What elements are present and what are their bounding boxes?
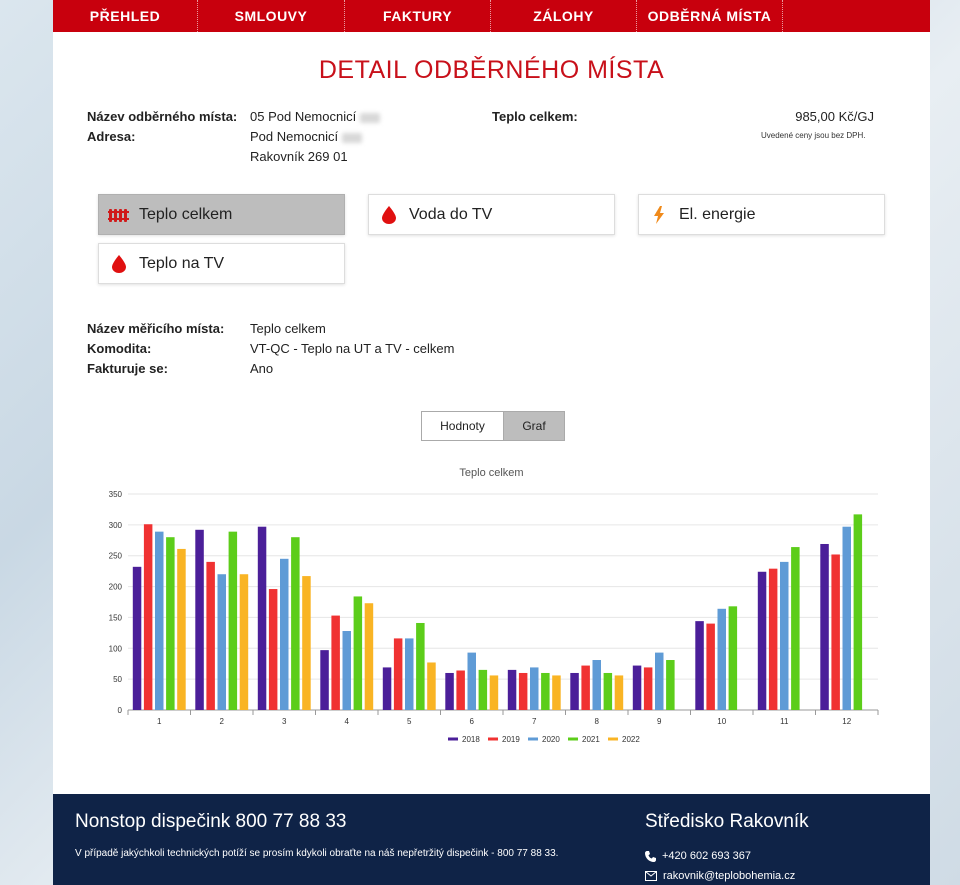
bar-2021-2 [229,532,238,710]
heat-price-label: Teplo celkem: [492,109,578,124]
bar-2021-12 [854,514,863,710]
bar-2020-11 [780,562,789,710]
x-tick-label: 6 [469,717,474,726]
bar-2019-4 [331,616,340,710]
page-title: DETAIL ODBĚRNÉHO MÍSTA [318,56,665,84]
nav-item-prehled[interactable]: PŘEHLED [53,0,198,32]
bar-2020-4 [343,631,352,710]
consumption-chart [93,480,893,755]
legend-label-2021: 2021 [582,735,600,744]
x-tick-label: 8 [594,717,599,726]
commodity-label: Teplo na TV [139,254,225,272]
x-tick-label: 2 [219,717,224,726]
bar-2019-7 [519,673,528,710]
bar-2018-7 [508,670,517,710]
legend-label-2020: 2020 [542,735,560,744]
y-tick-label: 300 [108,520,122,530]
bar-2022-6 [490,675,499,710]
y-tick-label: 150 [108,613,122,623]
page [53,0,930,885]
commodity-label: Voda do TV [409,205,493,223]
place-labels [87,107,237,147]
bar-2019-5 [394,638,403,710]
legend-label-2022: 2022 [622,735,640,744]
bar-2018-12 [820,544,829,710]
bar-2018-10 [695,621,704,710]
x-tick-label: 3 [282,717,287,726]
footer [53,794,930,885]
nav-item-faktury[interactable]: FAKTURY [345,0,491,32]
place-values [250,107,380,167]
commodity-button-teplo-na-tv[interactable] [98,243,345,284]
y-tick-label: 200 [108,582,122,592]
y-tick-label: 0 [117,706,122,715]
place-name-label: Název odběrného místa: [87,109,238,124]
bar-2021-9 [666,660,675,710]
bar-2022-7 [552,675,561,710]
bar-2020-8 [593,660,602,710]
bar-2018-2 [195,530,204,710]
bar-2019-1 [144,524,153,710]
email-value: rakovnik@teplobohemia.cz [663,870,796,882]
bar-2021-6 [479,670,488,710]
x-tick-label: 10 [717,717,727,726]
meter-name-label: Název měřicího místa: [87,321,225,336]
bar-2020-1 [155,532,164,710]
x-tick-label: 7 [532,717,537,726]
heat-price-value: 985,00 Kč/GJ [795,109,874,124]
bar-2019-11 [769,569,778,710]
x-tick-label: 5 [407,717,412,726]
legend-label-2018: 2018 [462,735,480,744]
address-line1: Pod Nemocnicí [250,129,339,144]
redacted-mark [360,113,380,123]
place-name-row [250,107,380,127]
bar-2018-8 [570,673,579,710]
chart-view-button[interactable]: Graf [504,412,564,440]
bar-2022-2 [240,574,249,710]
billed-label: Fakturuje se: [87,361,168,376]
bar-2018-9 [633,666,642,710]
nav-item-odberna-mista[interactable]: ODBĚRNÁ MÍSTA [637,0,783,32]
bar-2021-3 [291,537,300,710]
bar-2018-1 [133,567,142,710]
bar-2019-6 [456,671,465,710]
center-title: Středisko Rakovník [645,811,809,832]
bar-2020-9 [655,653,664,710]
address-line2: Rakovník 269 01 [250,149,348,164]
y-tick-label: 250 [108,551,122,561]
bar-2021-5 [416,623,425,710]
bar-2022-5 [427,662,436,710]
bar-2022-4 [365,603,374,710]
y-tick-label: 50 [113,675,122,685]
bar-2019-2 [206,562,215,710]
commodity-button-teplo-celkem[interactable] [98,194,345,235]
address-row [250,127,380,147]
bar-2020-12 [843,527,852,710]
bar-2020-2 [218,574,227,710]
x-tick-label: 1 [157,717,162,726]
price-note: Uvedené ceny jsou bez DPH. [761,131,866,140]
commodity-label: El. energie [679,205,756,223]
bar-2018-11 [758,572,767,710]
bar-2020-3 [280,559,289,710]
chart-title: Teplo celkem [459,467,524,479]
x-tick-label: 12 [842,717,852,726]
legend-label-2019: 2019 [502,735,520,744]
x-tick-label: 9 [657,717,662,726]
commodity-button-voda-do-tv[interactable] [368,194,615,235]
view-toggle [421,411,565,441]
commodity-label: Teplo celkem [139,205,233,223]
bar-2022-8 [615,675,624,710]
dispatch-title: Nonstop dispečink 800 77 88 33 [75,811,347,832]
bar-2019-8 [581,666,590,710]
place-name-value: 05 Pod Nemocnicí [250,109,357,124]
bar-2021-1 [166,537,175,710]
envelope-icon [645,871,657,881]
nav-item-zalohy[interactable]: ZÁLOHY [491,0,637,32]
commodity-button-el-energie[interactable] [638,194,885,235]
bar-2018-4 [320,650,329,710]
bar-2018-3 [258,527,267,710]
bar-2020-6 [468,653,477,710]
dispatch-text: V případě jakýchkoli technických potíží se prosím kdykoli obraťte na náš nepřetržitý dispečink - 800 77 88 33. [75,848,559,859]
bar-2019-9 [644,667,653,710]
bar-2022-3 [302,576,311,710]
x-tick-label: 4 [344,717,349,726]
bar-2020-7 [530,667,539,710]
y-tick-label: 350 [108,490,122,499]
bar-2018-6 [445,673,454,710]
bar-2021-4 [354,596,363,710]
phone-contact[interactable] [645,850,751,862]
water-drop-icon [369,206,409,224]
meter-name-value: Teplo celkem [250,321,326,336]
bar-2020-10 [718,609,727,710]
x-tick-label: 11 [780,717,789,726]
commodity-type-value: VT-QC - Teplo na UT a TV - celkem [250,341,455,356]
y-tick-label: 100 [108,644,122,654]
top-navigation [53,0,930,32]
bar-2021-10 [729,606,738,710]
bar-2020-5 [405,638,414,710]
email-contact[interactable] [645,870,795,882]
redacted-mark [342,133,362,143]
lightning-icon [639,206,679,224]
water-drop-icon [99,255,139,273]
values-view-button[interactable]: Hodnoty [422,412,504,440]
bar-2021-8 [604,673,613,710]
bar-2022-1 [177,549,186,710]
nav-item-smlouvy[interactable]: SMLOUVY [198,0,345,32]
bar-2019-10 [706,624,715,710]
phone-icon [645,851,656,862]
bar-2021-11 [791,547,800,710]
bar-2021-7 [541,673,550,710]
bar-2019-12 [831,554,840,710]
bar-2018-5 [383,667,392,710]
billed-value: Ano [250,361,274,376]
address-label: Adresa: [87,129,136,144]
radiator-icon [99,206,139,224]
phone-value: +420 602 693 367 [662,850,752,862]
commodity-type-label: Komodita: [87,341,152,356]
bar-2019-3 [269,589,278,710]
